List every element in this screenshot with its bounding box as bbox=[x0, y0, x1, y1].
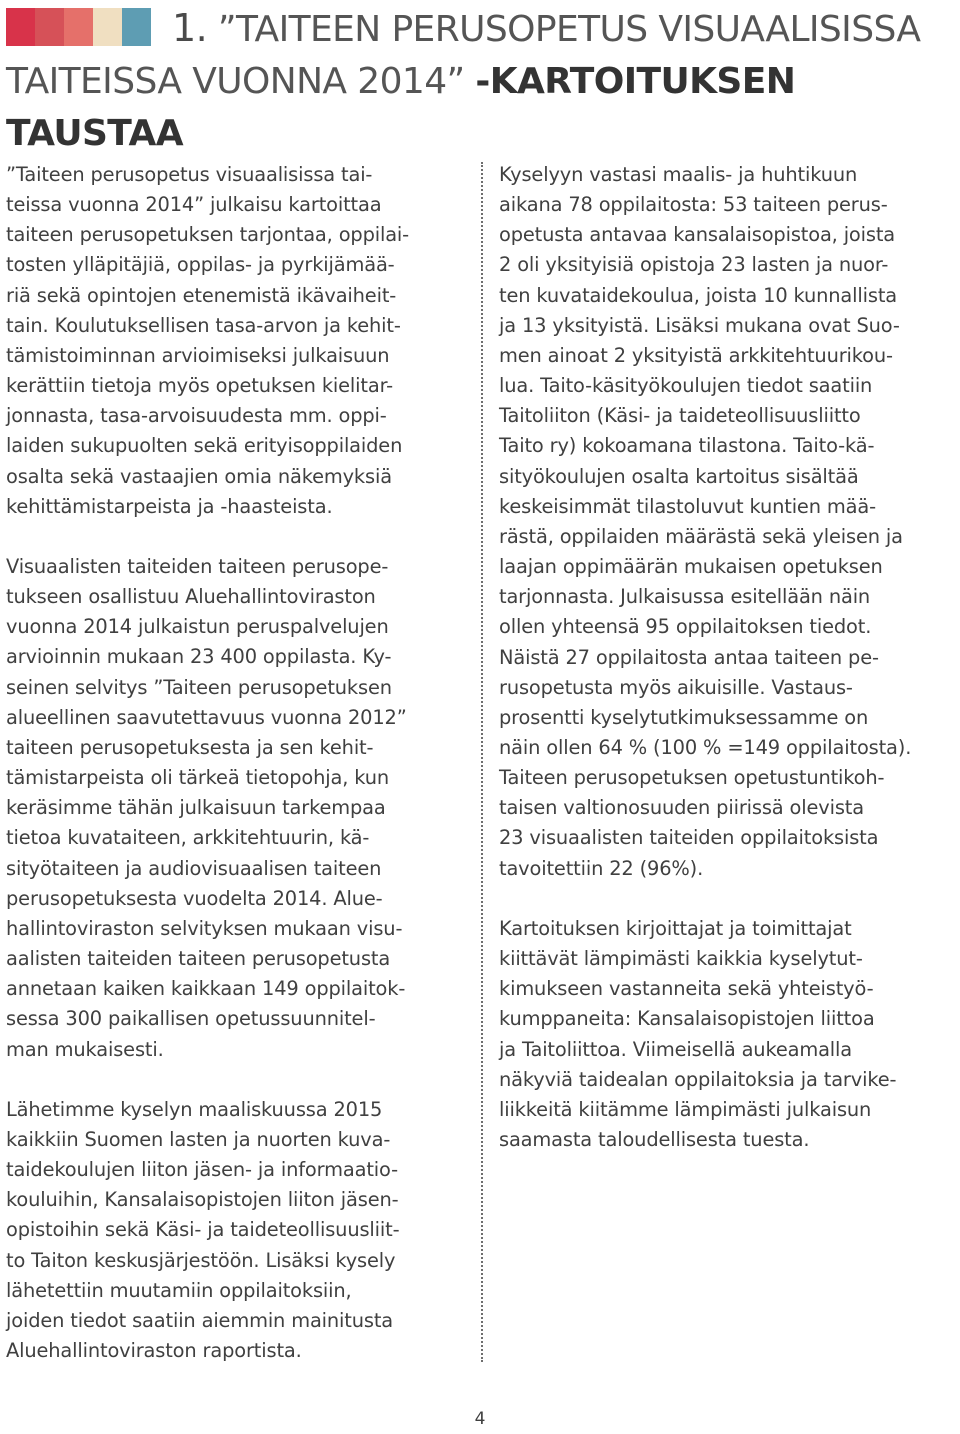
title-number: 1. bbox=[172, 6, 208, 50]
left-column bbox=[6, 160, 468, 1396]
paragraph: ”Taiteen perusopetus visuaalisissa tai- teissa vuonna 2014” julkaisu kartoittaa taiteen perusopetuksen tarjontaa, oppilai- tosten ylläpitäjiä, oppilas- ja pyrkijämää- riä sekä opintojen etenemistä ikävaiheit- tain. Koulutuksellisen tasa-arvon ja kehit- tämistoiminnan arvioimiseksi julkaisuun kerättiin tietoja myös opetuksen kielitar- jonnasta, tasa-arvoisuudesta mm. oppi- laiden sukupuolten sekä erityisoppilaiden osalta sekä vastaajien omia näkemyksiä kehittämistarpeista ja -haasteista. bbox=[6, 163, 410, 518]
paragraph: Visuaalisten taiteiden taiteen perusope- tukseen osallistuu Aluehallintoviraston vuonna 2014 julkaistun peruspalvelujen arvioinnin mukaan 23 400 oppilasta. Ky- seinen selvitys ”Taiteen perusopetuksen alueellinen saavutettavuus vuonna 2012” taiteen perusopetuksesta ja sen kehit- tämistarpeista oli tärkeä tietopohja, kun keräsimme tähän julkaisuun tarkempaa tietoa kuvataiteen, arkkitehtuurin, kä- sityötaiteen ja audiovisuaalisen taiteen perusopetuksesta vuodelta 2014. Alue- hallintoviraston selvityksen mukaan visu- aalisten taiteiden taiteen perusopetusta annetaan kaiken kaikkaan 149 oppilaitok- sessa 300 paikallisen opetussuunnitel- man mukaisesti. bbox=[6, 555, 407, 1061]
paragraph: Lähetimme kyselyn maaliskuussa 2015 kaikkiin Suomen lasten ja nuorten kuva- taidekoulujen liiton jäsen- ja informaatio- kouluihin, Kansalaisopistojen liiton jäsen- opistoihin sekä Käsi- ja taideteollisuusliit- to Taiton keskusjärjestöön. Lisäksi kysely lähetettiin muutamiin oppilaitoksiin, joiden tiedot saatiin aiemmin mainitusta Aluehallintoviraston raportista. bbox=[6, 1097, 400, 1363]
page-title bbox=[6, 2, 940, 160]
page-number: 4 bbox=[474, 1409, 486, 1429]
column-divider bbox=[481, 162, 483, 1362]
paragraph: Kartoituksen kirjoittajat ja toimittajat kiittävät lämpimästi kaikkia kyselytut- kimukseen vastanneita sekä yhteistyö- kumppaneita: Kansalaisopistojen liittoa ja Taitoliittoa. Viimeisellä aukeamalla näkyviä taidealan oppilaitoksia ja tarvike- liikkeitä kiitämme lämpimästi julkaisun saamasta taloudellisesta tuesta. bbox=[499, 916, 897, 1151]
paragraph: Kyselyyn vastasi maalis- ja huhtikuun aikana 78 oppilaitosta: 53 taiteen perus- opetusta antavaa kansalaisopistoa, joista 2 oli yksityisiä opistoja 23 lasten ja nuor- ten kuvataidekoulua, joista 10 kunnallista ja 13 yksityistä. Lisäksi mukana ovat Suo- men ainoat 2 yksityistä arkkitehtuurikou- lua. Taito-käsityökoulujen tiedot saatiin Taitoliiton (Käsi- ja taideteollisuusliitto Taito ry) kokoamana tilastona. Taito-kä- sityökoulujen osalta kartoitus sisältää keskeisimmät tilastoluvut kuntien mää- rästä, oppilaiden määrästä sekä yleisen ja laajan oppimäärän mukaisen opetuksen tarjonnasta. Julkaisussa esitellään näin ollen yhteensä 95 oppilaitoksen tiedot. Näistä 27 oppilaitosta antaa taiteen pe- rusopetusta myös aikuisille. Vastaus- prosentti kyselytutkimuksessamme on näin ollen 64 % (100 % =149 oppilaitosta). Taiteen perusopetuksen opetustuntikoh- taisen valtionosuuden piirissä olevista 23 visuaalisten taiteiden oppilaitoksista tavoitettiin 22 (96%). bbox=[499, 163, 912, 880]
right-column bbox=[499, 160, 959, 1185]
title-bold: -KARTOITUKSEN TAUSTAA bbox=[6, 61, 796, 154]
title-regular: ”TAITEEN PERUSOPETUS VISUAALISISSA TAITEISSA VUONNA 2014” bbox=[6, 9, 921, 102]
